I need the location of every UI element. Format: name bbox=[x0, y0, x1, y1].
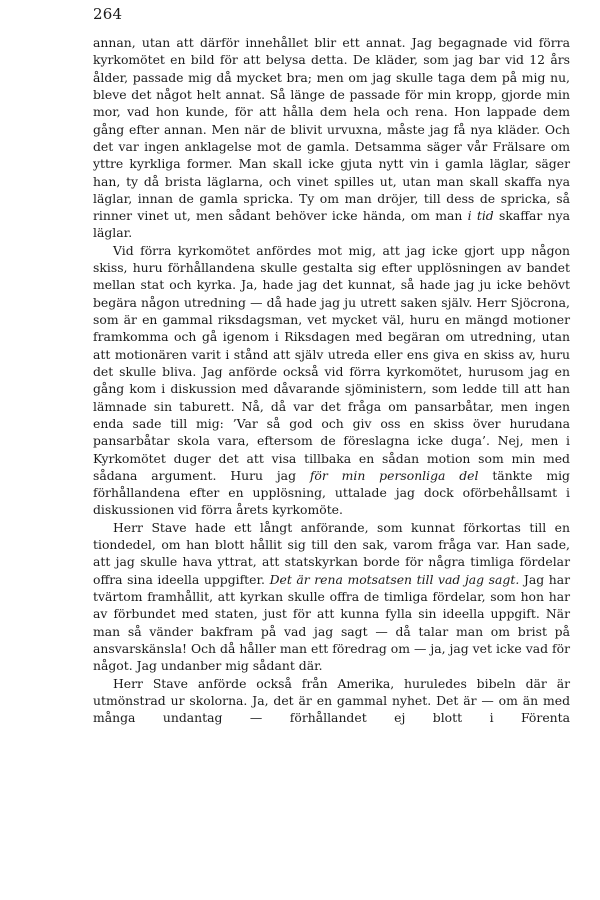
paragraph-1 bbox=[93, 34, 570, 242]
paragraph-2-text-1: Vid förra kyrkomötet anfördes mot mig, att jag icke gjort upp någon skiss, huru förhållandena skulle gestalta sig efter upplösningen av bandet mellan stat och kyrka. Ja, hade jag det kunnat, så hade jag ju icke behövt begära någon utredning — då hade jag ju utrett saken själv. Herr Sjöcrona, som är en gammal riksdagsman, vet mycket väl, huru en mängd motioner framkomma och gå igenom i Riksdagen med begäran om utredning, utan att motionären varit i stånd att själv utreda eller ens giva en skiss av, huru det skulle bliva. Jag anförde också vid förra kyrkomötet, hurusom jag en gång kom i diskussion med dåvarande sjöministern, som ledde till att han lämnade sin taburett. Nå, då var det fråga om pansarbåtar, men ingen enda sade till mig: ’Var så god och giv oss en skiss över hurudana pansarbåtar skola vara, eftersom de föreslagna icke duga’. Nej, men i Kyrkomötet duger det att visa tillbaka en sådan motion som min med sådana argument. Huru jag bbox=[93, 242, 570, 483]
paragraph-4-text-1: Herr Stave anförde också från Amerika, huruledes bibeln där är utmönstrad ur skolorna. Ja, det är en gammal nyhet. Det är — om än med många undantag — förhållandet ej blott i Förenta bbox=[93, 675, 570, 726]
paragraph-1-italic-1: i tid bbox=[467, 208, 494, 224]
paragraph-3-text-2: Jag har tvärtom framhållit, att kyrkan skulle offra de timliga fördelar, som hon har av förbundet med staten, just för att kunna fylla sin ideella uppgift. När man så vänder bakfram på vad jag sagt — då talar man om brist på ansvarskänsla! Och då håller man ett föredrag om — ja, jag vet icke vad för något. Jag undanber mig sådant där. bbox=[93, 571, 570, 674]
paragraph-1-text-1: annan, utan att därför innehållet blir ett annat. Jag begagnade vid förra kyrkomötet en bild för att belysa detta. De kläder, som jag bar vid 12 års ålder, passade mig då mycket bra; men om jag skulle taga dem på mig nu, bleve det något helt annat. Så länge de passade för min kropp, gjorde min mor, vad hon kunde, för att hålla dem hela och rena. Hon lappade dem gång efter annan. Men när de blivit urvuxna, måste jag få nya kläder. Och det var ingen anklagelse mot de gamla. Detsamma säger vår Frälsare om yttre kyrkliga former. Man skall icke gjuta nytt vin i gamla läglar, säger han, ty då brista läglarna, och vinet spilles ut, utan man skall skaffa nya läglar, innan de gamla spricka. Ty om man dröjer, till dess de spricka, så rinner vinet ut, men sådant behöver icke hända, om man bbox=[93, 35, 570, 224]
paragraph-3-text-1: Herr Stave hade ett långt anförande, som kunnat förkortas till en tiondedel, om han blott hållit sig till den sak, varom fråga var. Han sade, att jag skulle hava yttrat, att statskyrkan borde för några timliga fördelar offra sina ideella uppgifter. bbox=[93, 519, 570, 587]
paragraph-4 bbox=[93, 675, 570, 727]
paragraph-2-text-2: tänkte mig förhållandena efter en upplösning, uttalade jag dock oförbehållsamt i diskussionen vid förra årets kyrkomöte. bbox=[93, 467, 570, 518]
paragraph-2 bbox=[93, 242, 570, 519]
paragraph-3-italic-1: Det är rena motsatsen till vad jag sagt. bbox=[269, 571, 520, 587]
paragraph-1-text-2: skaffar nya läglar. bbox=[93, 208, 570, 241]
paragraph-3 bbox=[93, 519, 570, 675]
body-text bbox=[93, 34, 570, 727]
page-number: 264 bbox=[93, 5, 123, 23]
paragraph-2-italic-1: för min personliga del bbox=[309, 467, 479, 483]
